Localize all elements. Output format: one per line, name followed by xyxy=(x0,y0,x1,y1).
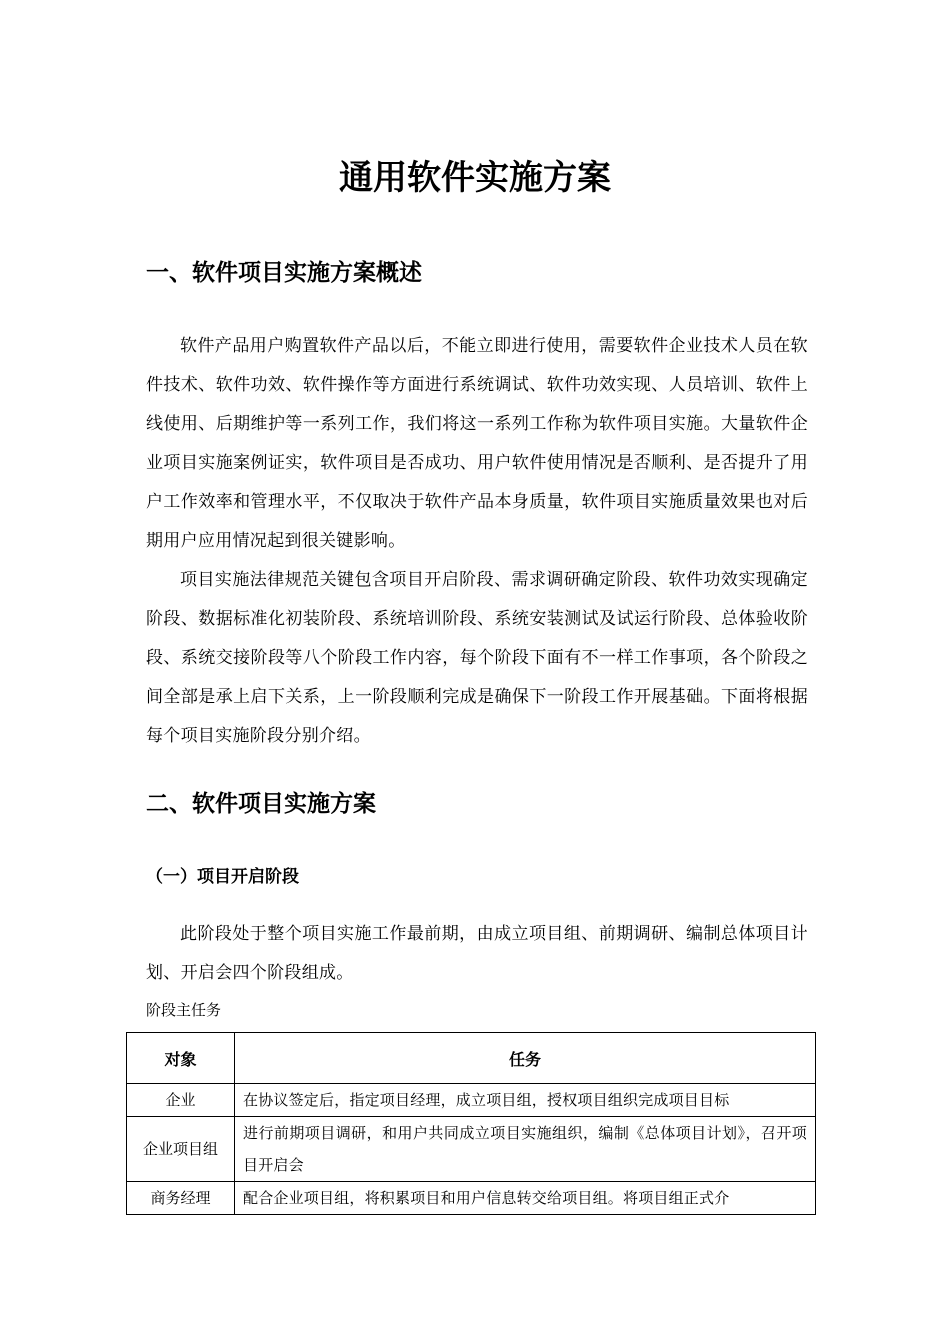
section-2-heading: 二、软件项目实施方案 xyxy=(146,791,376,817)
stage-task-table xyxy=(126,1032,816,1215)
table-header-row xyxy=(127,1033,816,1084)
table-cell-object: 商务经理 xyxy=(127,1182,235,1215)
table-cell-task: 配合企业项目组，将积累项目和用户信息转交给项目组。将项目组正式介 xyxy=(235,1182,816,1215)
table-cell-object: 企业项目组 xyxy=(127,1117,235,1182)
table-caption: 阶段主任务 xyxy=(146,1001,222,1019)
subsection-1-heading: （一）项目开启阶段 xyxy=(146,867,299,887)
table-row xyxy=(127,1182,816,1215)
column-header-task: 任务 xyxy=(235,1033,816,1084)
table-cell-task: 在协议签定后，指定项目经理，成立项目组，授权项目组织完成项目目标 xyxy=(235,1084,816,1117)
document-title: 通用软件实施方案 xyxy=(339,158,611,198)
table-cell-object: 企业 xyxy=(127,1084,235,1117)
table-cell-task: 进行前期项目调研，和用户共同成立项目实施组织，编制《总体项目计划》，召开项目开启会 xyxy=(235,1117,816,1182)
subsection-1-paragraph: 此阶段处于整个项目实施工作最前期，由成立项目组、前期调研、编制总体项目计划、开启会四个阶段组成。 xyxy=(146,924,808,983)
column-header-object: 对象 xyxy=(127,1033,235,1084)
table-row xyxy=(127,1117,816,1182)
section-1-paragraph-1: 软件产品用户购置软件产品以后，不能立即进行使用，需要软件企业技术人员在软件技术、软件功效、软件操作等方面进行系统调试、软件功效实现、人员培训、软件上线使用、后期维护等一系列工作，我们将这一系列工作称为软件项目实施。大量软件企业项目实施案例证实，软件项目是否成功、用户软件使用情况是否顺利、是否提升了用户工作效率和管理水平，不仅取决于软件产品本身质量，软件项目实施质量效果也对后期用户应用情况起到很关键影响。 xyxy=(146,336,808,551)
section-1-heading: 一、软件项目实施方案概述 xyxy=(146,260,422,286)
table-row xyxy=(127,1084,816,1117)
section-1-paragraph-2: 项目实施法律规范关键包含项目开启阶段、需求调研确定阶段、软件功效实现确定阶段、数据标准化初装阶段、系统培训阶段、系统安装测试及试运行阶段、总体验收阶段、系统交接阶段等八个阶段工作内容，每个阶段下面有不一样工作事项，各个阶段之间全部是承上启下关系，上一阶段顺利完成是确保下一阶段工作开展基础。下面将根据每个项目实施阶段分别介绍。 xyxy=(146,570,808,746)
